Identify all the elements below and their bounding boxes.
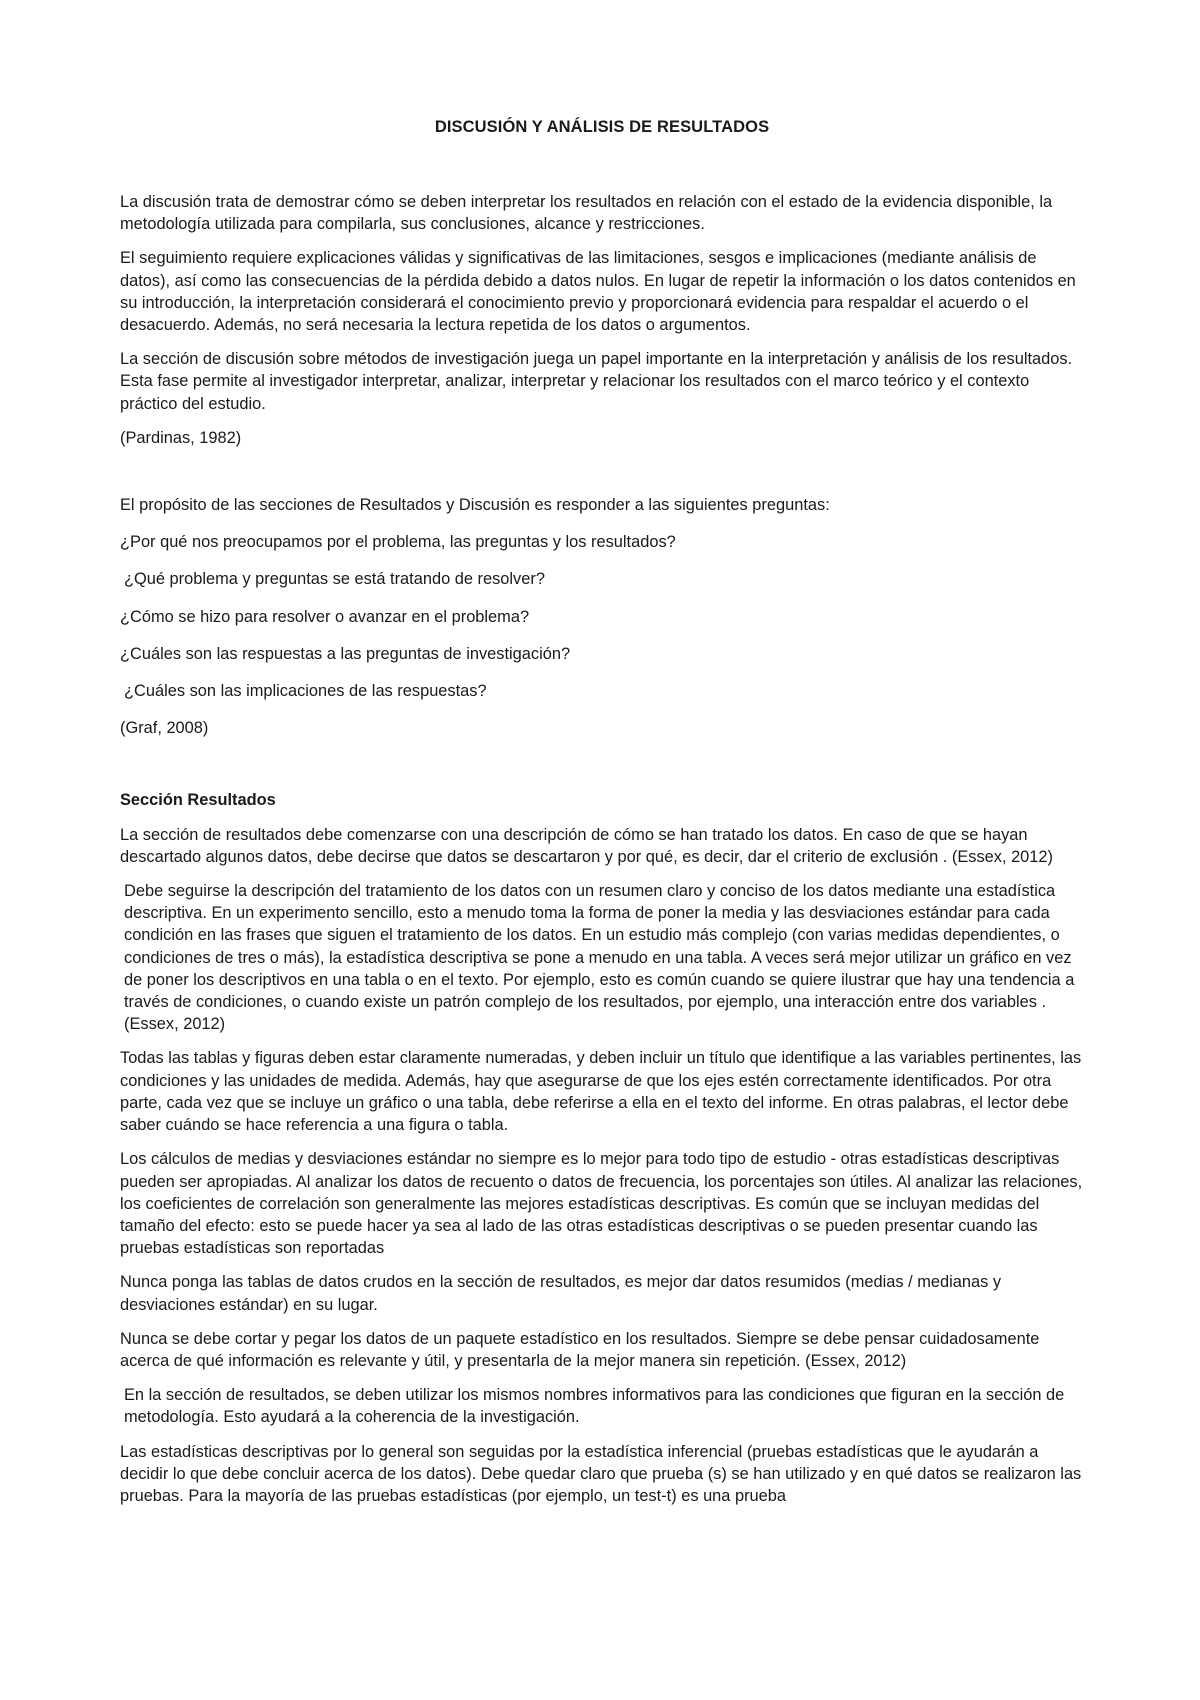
results-paragraph-6: Nunca se debe cortar y pegar los datos de un paquete estadístico en los resultados. Siempre se debe pensar cuidadosamente acerca de qué información es relevante y útil, y presentarla de la mejor manera sin repetición. (Essex, 2012) — [120, 1329, 1040, 1370]
intro-paragraph-3: La sección de discusión sobre métodos de investigación juega un papel importante en la interpretación y análisis de los resultados. Esta fase permite al investigador interpretar, analizar, interpretar y relacionar los resultados con el marco teórico y el contexto práctico del estudio. — [120, 350, 1073, 413]
section-heading-resultados: Sección Resultados — [120, 791, 276, 810]
question-3: ¿Cómo se hizo para resolver o avanzar en el problema? — [120, 607, 530, 626]
document-title: DISCUSIÓN Y ANÁLISIS DE RESULTADOS — [434, 118, 770, 136]
document-body — [120, 191, 1084, 1519]
results-paragraph-4: Los cálculos de medias y desviaciones estándar no siempre es lo mejor para todo tipo de estudio - otras estadísticas descriptivas pueden ser apropiadas. Al analizar los datos de recuento o datos de frecuencia, los porcentajes son útiles. Al analizar las relaciones, los coeficientes de correlación son generalmente las mejores estadísticas descriptivas. Es común que se incluyan medidas del tamaño del efecto: esto se puede hacer ya sea al lado de las otras estadísticas descriptivas o se pueden presentar cuando las pruebas estadísticas son reportadas — [120, 1150, 1083, 1258]
question-1: ¿Por qué nos preocupamos por el problema, las preguntas y los resultados? — [120, 533, 676, 552]
results-paragraph-5: Nunca ponga las tablas de datos crudos en la sección de resultados, es mejor dar datos resumidos (medias / medianas y desviaciones estándar) en su lugar. — [120, 1273, 1002, 1314]
results-paragraph-2: Debe seguirse la descripción del tratamiento de los datos con un resumen claro y conciso de los datos mediante una estadística descriptiva. En un experimento sencillo, esto a menudo toma la forma de poner la media y las desviaciones estándar para cada condición en las frases que siguen el tratamiento de los datos. En un estudio más complejo (con varias medidas dependientes, o condiciones de tres o más), la estadística descriptiva se pone a menudo en una tabla. A veces será mejor utilizar un gráfico en vez de poner los descriptivos en una tabla o en el texto. Por ejemplo, esto es común cuando se quiere ilustrar que hay una tendencia a través de condiciones, o cuando existe un patrón complejo de los resultados, por ejemplo, una interacción entre dos variables . (Essex, 2012) — [124, 882, 1075, 1034]
citation-graf: (Graf, 2008) — [120, 719, 209, 738]
question-4: ¿Cuáles son las respuestas a las preguntas de investigación? — [120, 644, 571, 663]
results-paragraph-1: La sección de resultados debe comenzarse con una descripción de cómo se han tratado los datos. En caso de que se hayan descartado algunos datos, debe decirse que datos se descartaron y por qué, es decir, dar el criterio de exclusión . (Essex, 2012) — [120, 825, 1053, 866]
results-paragraph-3: Todas las tablas y figuras deben estar claramente numeradas, y deben incluir un título que identifique a las variables pertinentes, las condiciones y las unidades de medida. Además, hay que asegurarse de que los ejes estén correctamente identificados. Por otra parte, cada vez que se incluye un gráfico o una tabla, debe referirse a ella en el texto del informe. En otras palabras, el lector debe saber cuándo se hace referencia a una figura o tabla. — [120, 1049, 1082, 1135]
question-5: ¿Cuáles son las implicaciones de las respuestas? — [124, 682, 487, 701]
intro-paragraph-2: El seguimiento requiere explicaciones válidas y significativas de las limitaciones, sesgos e implicaciones (mediante análisis de datos), así como las consecuencias de la pérdida debido a datos nulos. En lugar de repetir la información o los datos contenidos en su introducción, la interpretación considerará el conocimiento previo y proporcionará evidencia para respaldar el acuerdo o el desacuerdo. Además, no será necesaria la lectura repetida de los datos o argumentos. — [120, 249, 1076, 335]
citation-pardinas: (Pardinas, 1982) — [120, 428, 242, 447]
intro-paragraph-1: La discusión trata de demostrar cómo se deben interpretar los resultados en relación con el estado de la evidencia disponible, la metodología utilizada para compilarla, sus conclusiones, alcance y restricciones. — [120, 193, 1053, 234]
purpose-intro: El propósito de las secciones de Resultados y Discusión es responder a las siguientes preguntas: — [120, 496, 830, 515]
results-paragraph-7: En la sección de resultados, se deben utilizar los mismos nombres informativos para las condiciones que figuran en la sección de metodología. Esto ayudará a la coherencia de la investigación. — [124, 1386, 1065, 1427]
results-paragraph-8: Las estadísticas descriptivas por lo general son seguidas por la estadística inferencial (pruebas estadísticas que le ayudarán a decidir lo que debe concluir acerca de los datos). Debe quedar claro que prueba (s) se han utilizado y en qué datos se realizaron las pruebas. Para la mayoría de las pruebas estadísticas (por ejemplo, un test-t) es una prueba — [120, 1442, 1082, 1505]
question-2: ¿Qué problema y preguntas se está tratando de resolver? — [124, 570, 545, 589]
